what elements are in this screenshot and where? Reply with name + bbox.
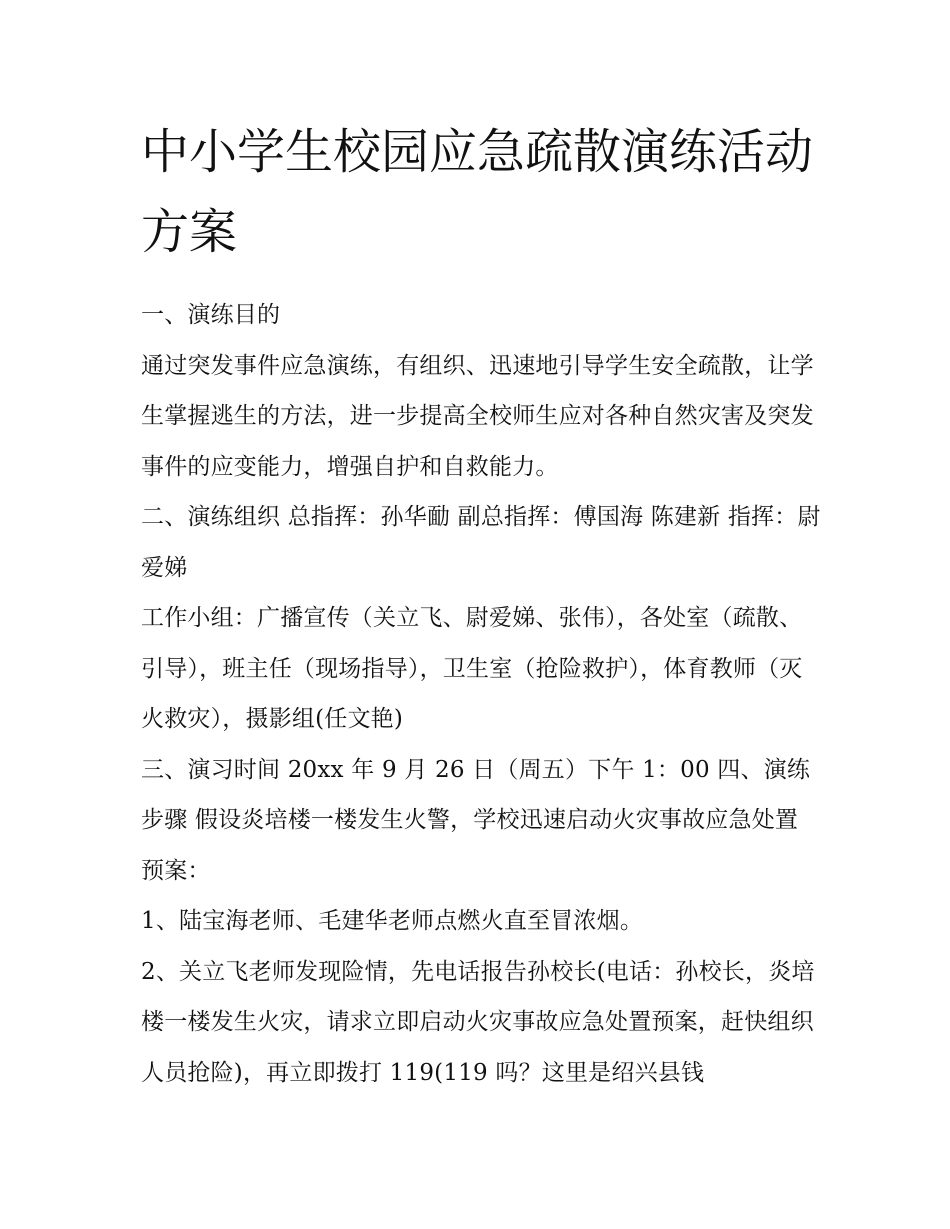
- paragraph-drill-organization: 二、演练组织 总指挥：孙华勔 副总指挥：傅国海 陈建新 指挥：尉爱娣: [141, 504, 821, 581]
- document-body: [141, 112, 821, 1098]
- paragraph-drill-purpose: 通过突发事件应急演练，有组织、迅速地引导学生安全疏散，让学生掌握逃生的方法，进一步提高全校师生应对各种自然灾害及突发事件的应变能力，增强自护和自救能力。: [141, 352, 814, 480]
- paragraph-step-2: 2、关立飞老师发现险情，先电话报告孙校长(电话：孙校长，炎培楼一楼发生火灾，请求立即启动火灾事故应急处置预案，赶快组织人员抢险)，再立即拨打 119(119 吗？这里是绍兴县钱: [141, 958, 815, 1086]
- paragraph-work-groups: 工作小组：广播宣传（关立飞、尉爱娣、张伟），各处室（疏散、引导），班主任（现场指导），卫生室（抢险救护），体育教师（灭火救灾），摄影组(任文艳): [141, 605, 803, 732]
- document-title: 中小学生校园应急疏散演练活动方案: [141, 124, 814, 260]
- paragraph-drill-time-and-steps: 三、演习时间 20xx 年 9 月 26 日（周五）下午 1：00 四、演练步骤 假设炎培楼一楼发生火警，学校迅速启动火灾事故应急处置预案：: [141, 756, 811, 884]
- paragraph-step-1: 1、陆宝海老师、毛建华老师点燃火直至冒浓烟。: [141, 908, 644, 934]
- section-heading-drill-purpose: 一、演练目的: [141, 302, 281, 328]
